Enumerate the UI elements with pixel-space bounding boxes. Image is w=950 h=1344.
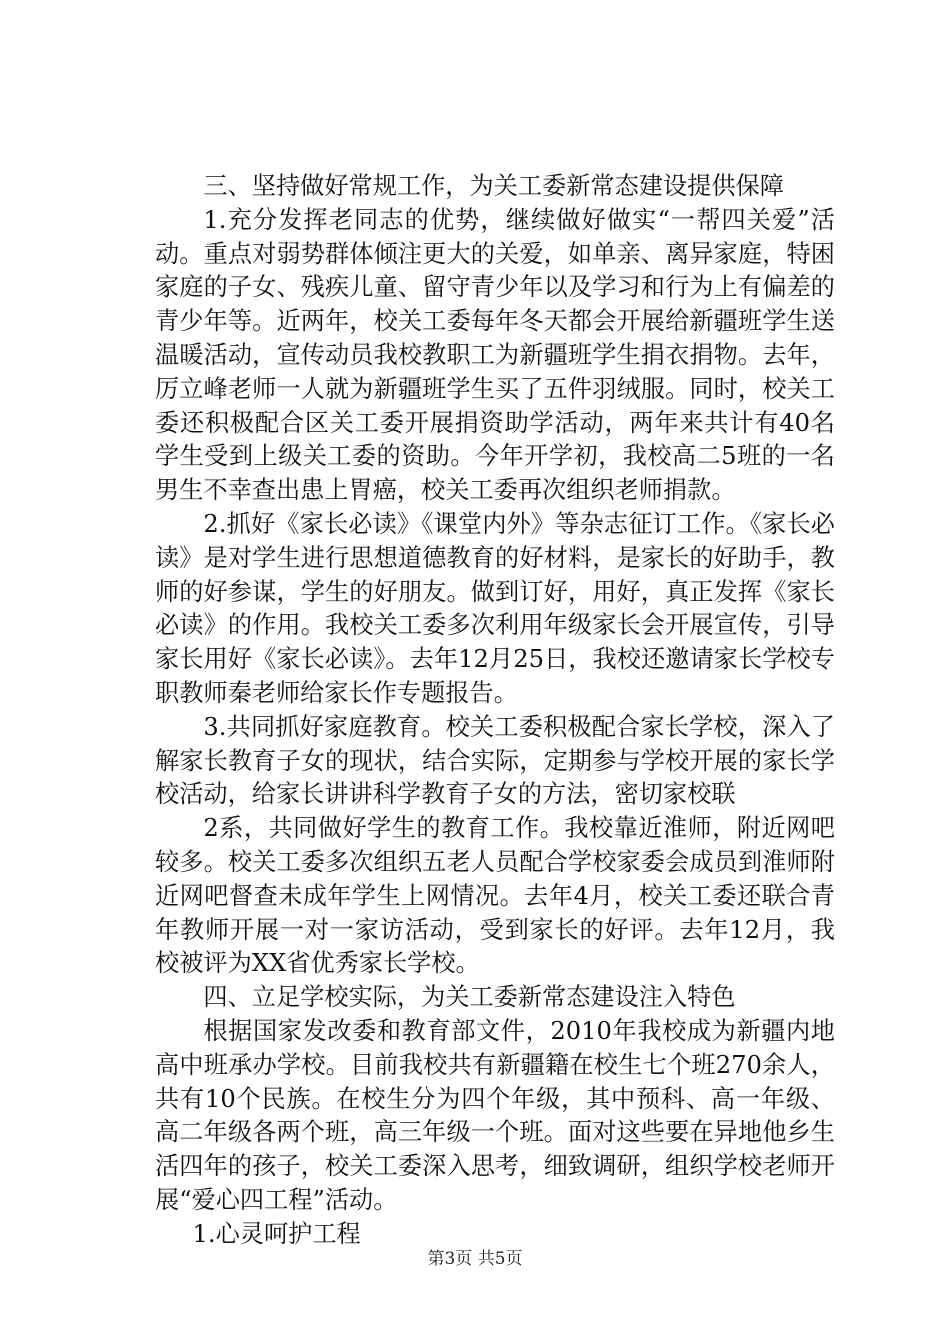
item-heading-1: 1.心灵呵护工程 — [192, 1219, 361, 1248]
paragraph-3-continued: 2系，共同做好学生的教育工作。我校靠近淮师，附近网吧较多。校关工委多次组织五老人员配合学校家委会成员到淮师附近网吧督查未成年学生上网情况。去年4月，校关工委还联合青年教师开展一对一家访活动，受到家长的好评。去年12月，我校被评为XX省优秀家长学校。 — [155, 814, 835, 978]
paragraph-1: 1.充分发挥老同志的优势，继续做好做实“一帮四关爱”活动。重点对弱势群体倾注更大的关爱，如单亲、离异家庭，特困家庭的子女、残疾儿童、留守青少年以及学习和行为上有偏差的青少年等。近两年，校关工委每年冬天都会开展给新疆班学生送温暖活动，宣传动员我校教职工为新疆班学生捐衣捐物。去年，厉立峰老师一人就为新疆班学生买了五件羽绒服。同时，校关工委还积极配合区关工委开展捐资助学活动，两年来共计有40名学生受到上级关工委的资助。今年开学初，我校高二5班的一名男生不幸查出患上胃癌，校关工委再次组织老师捐款。 — [155, 205, 835, 505]
page-footer: 第3页 共5页 — [427, 1249, 523, 1269]
paragraph-3: 3.共同抓好家庭教育。校关工委积极配合家长学校，深入了解家长教育子女的现状，结合实际，定期参与学校开展的家长学校活动，给家长讲讲科学教育子女的方法，密切家校联 — [155, 712, 835, 809]
section-heading-3: 三、坚持做好常规工作，为关工委新常态建设提供保障 — [203, 172, 784, 200]
paragraph-2: 2.抓好《家长必读》《课堂内外》等杂志征订工作。《家长必读》是对学生进行思想道德教育的好材料，是家长的好助手，教师的好参谋，学生的好朋友。做到订好，用好，真正发挥《家长必读》的作用。我校关工委多次利用年级家长会开展宣传，引导家长用好《家长必读》。去年12月25日，我校还邀请家长学校专职教师秦老师给家长作专题报告。 — [155, 509, 835, 707]
document-body — [155, 170, 835, 1252]
paragraph-4: 根据国家发改委和教育部文件，2010年我校成为新疆内地高中班承办学校。目前我校共有新疆籍在校生七个班270余人，共有10个民族。在校生分为四个年级，其中预科、高一年级、高二年级各两个班，高三年级一个班。面对这些要在异地他乡生活四年的孩子，校关工委深入思考，细致调研，组织学校老师开展“爱心四工程”活动。 — [155, 1016, 835, 1214]
section-heading-4: 四、立足学校实际，为关工委新常态建设注入特色 — [203, 983, 736, 1012]
